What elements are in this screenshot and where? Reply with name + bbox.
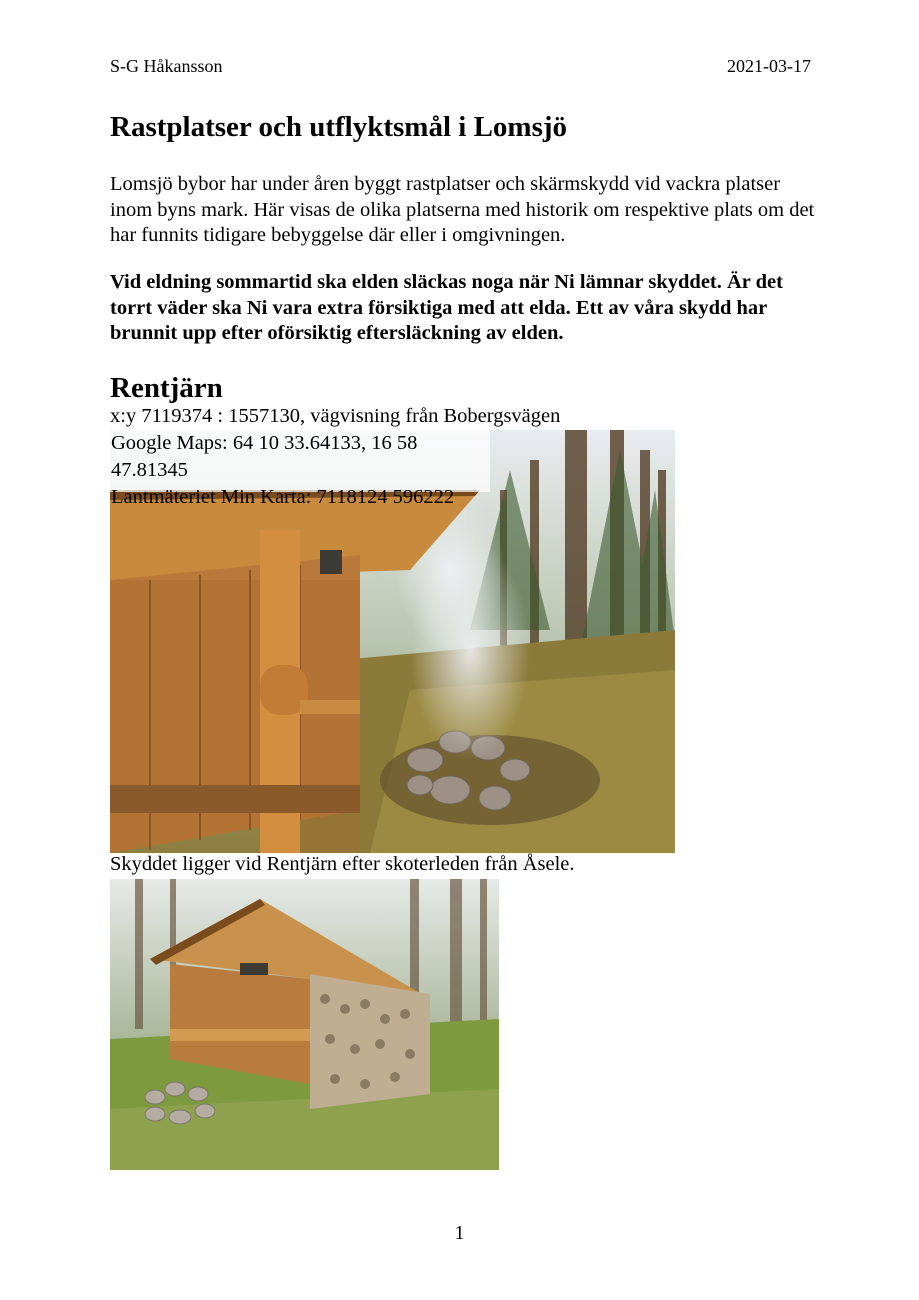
map-coordinates-overlay [110,430,490,508]
intro-paragraph: Lomsjö bybor har under åren byggt rastplatser och skärmskydd vid vackra platser inom byns mark. Här visas de olika platserna med historik om respektive plats om det har funnits tidigare bebyggelse där eller i omgivningen. [110,173,815,246]
lantmateriet-coords: Lantmäteriet Min Karta: 7118124 596222 [111,486,455,508]
google-maps-coords: Google Maps: 64 10 33.64133, 16 58 47.81345 [111,432,418,481]
shelter-campfire-photo [110,430,675,853]
header-date: 2021-03-17 [727,56,811,76]
page-number: 1 [454,1222,465,1244]
photo-caption: Skyddet ligger vid Rentjärn efter skoterleden från Åsele. [110,853,575,875]
shelter-woodpile-illustration [110,879,499,1170]
coordinates-text: x:y 7119374 : 1557130, vägvisning från Bobergsvägen [110,405,561,427]
shelter-woodpile-photo [110,879,499,1170]
header-author: S-G Håkansson [110,56,223,76]
page-title: Rastplatser och utflyktsmål i Lomsjö [110,111,568,143]
fire-warning-paragraph: Vid eldning sommartid ska elden släckas noga när Ni lämnar skyddet. Är det torrt väder ska Ni vara extra försiktiga med att elda. Ett av våra skydd har brunnit upp efter oförsiktig eftersläckning av elden. [110,271,783,344]
section-heading: Rentjärn [110,372,223,404]
